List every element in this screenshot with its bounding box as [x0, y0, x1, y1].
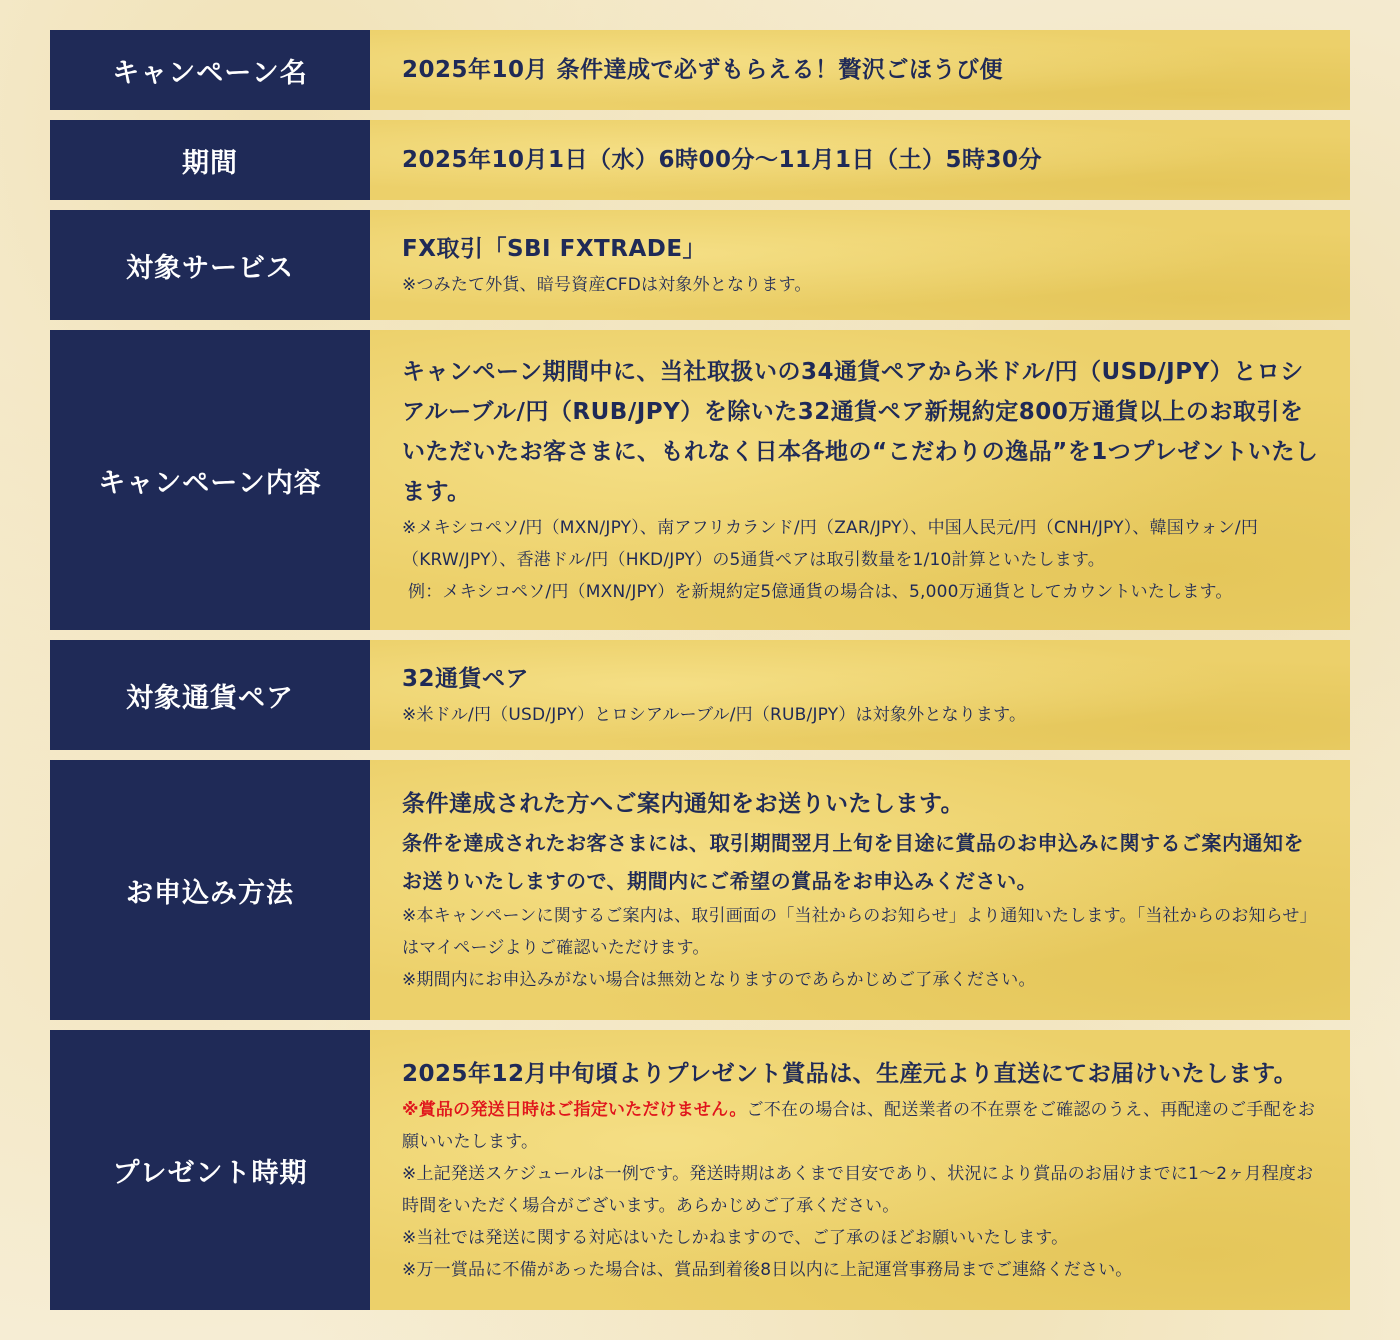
row-campaign-name [50, 30, 1350, 110]
target-pairs-note: ※米ドル/円（USD/JPY）とロシアルーブル/円（RUB/JPY）は対象外となります。 [402, 705, 1027, 725]
campaign-name-text: 2025年10月 条件達成で必ずもらえる！贅沢ごほうび便 [402, 57, 1004, 83]
row-label: プレゼント時期 [50, 1030, 370, 1310]
campaign-content-text: キャンペーン期間中に、当社取扱いの34通貨ペアから米ドル/円（USD/JPY）とロシアルーブル/円（RUB/JPY）を除いた32通貨ペア新規約定800万通貨以上のお取引をいただいたお客さまに、もれなく日本各地の“こだわりの逸品”を1つプレゼントいたします。 [402, 359, 1319, 505]
application-note: ※本キャンペーンに関するご案内は、取引画面の「当社からのお知らせ」より通知いたします。「当社からのお知らせ」はマイページよりご確認いただけます。 [402, 906, 1317, 958]
row-target-pairs [50, 640, 1350, 750]
row-label: キャンペーン名 [50, 30, 370, 110]
present-timing-note: ※当社では発送に関する対応はいたしかねますので、ご了承のほどお願いいたします。 [402, 1228, 1069, 1248]
row-target-service [50, 210, 1350, 320]
row-content [370, 330, 1350, 630]
warning-text: ※賞品の発送日時はご指定いただけません。 [402, 1100, 747, 1120]
row-content [370, 760, 1350, 1020]
row-label: 対象通貨ペア [50, 640, 370, 750]
row-application-method [50, 760, 1350, 1020]
row-campaign-content [50, 330, 1350, 630]
present-timing-note: ※上記発送スケジュールは一例です。発送時期はあくまで目安であり、状況により賞品のお届けまでに1～2ヶ月程度お時間をいただく場合がございます。あらかじめご了承ください。 [402, 1164, 1314, 1216]
campaign-content-note: ※メキシコペソ/円（MXN/JPY）、南アフリカランド/円（ZAR/JPY）、中国人民元/円（CNH/JPY）、韓国ウォン/円（KRW/JPY）、香港ドル/円（HKD/JPY）の5通貨ペアは取引数量を1/10計算といたします。 [402, 518, 1259, 570]
row-content [370, 1030, 1350, 1310]
present-timing-text: 2025年12月中旬頃よりプレゼント賞品は、生産元より直送にてお届けいたします。 [402, 1061, 1298, 1087]
target-service-text: FX取引「SBI FXTRADE」 [402, 236, 707, 262]
application-heading: 条件達成された方へご案内通知をお送りいたします。 [402, 791, 965, 817]
application-note: ※期間内にお申込みがない場合は無効となりますのであらかじめご了承ください。 [402, 970, 1036, 990]
target-pairs-text: 32通貨ペア [402, 666, 530, 692]
row-label: 期間 [50, 120, 370, 200]
campaign-details-table [50, 30, 1350, 1320]
row-content [370, 210, 1350, 320]
row-label: お申込み方法 [50, 760, 370, 1020]
row-content [370, 120, 1350, 200]
present-timing-note [402, 1094, 1320, 1158]
row-period [50, 120, 1350, 200]
campaign-content-example: 例：メキシコペソ/円（MXN/JPY）を新規約定5億通貨の場合は、5,000万通貨としてカウントいたします。 [408, 582, 1233, 602]
row-present-timing [50, 1030, 1350, 1310]
row-content [370, 640, 1350, 750]
target-service-note: ※つみたて外貨、暗号資産CFDは対象外となります。 [402, 275, 812, 295]
row-label: 対象サービス [50, 210, 370, 320]
row-label: キャンペーン内容 [50, 330, 370, 630]
present-timing-note: ※万一賞品に不備があった場合は、賞品到着後8日以内に上記運営事務局までご連絡ください。 [402, 1260, 1133, 1280]
application-text: 条件を達成されたお客さまには、取引期間翌月上旬を目途に賞品のお申込みに関するご案内通知をお送りいたしますので、期間内にご希望の賞品をお申込みください。 [402, 831, 1304, 893]
period-text: 2025年10月1日（水）6時00分～11月1日（土）5時30分 [402, 147, 1043, 173]
delivery-note-text: ご不在の場合は、配送業者の不在票をご確認のうえ、再配達のご手配をお願いいたします。 [402, 1100, 1316, 1152]
row-content [370, 30, 1350, 110]
